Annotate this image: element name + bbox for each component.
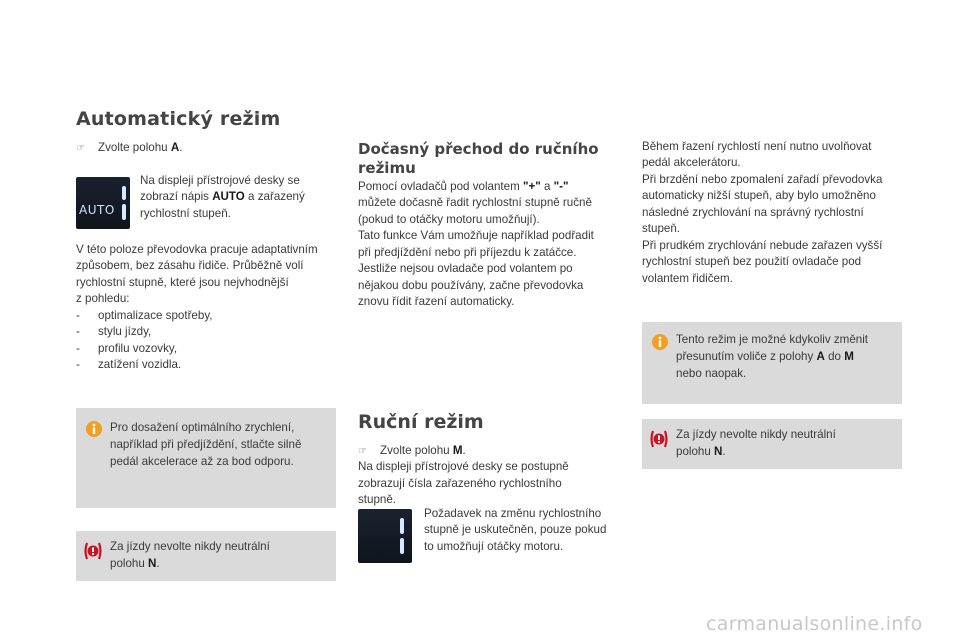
- desc-line: rychlostní stupeň.: [140, 206, 231, 220]
- info-text: do: [824, 350, 845, 364]
- warn-line: Za jízdy nevolte nikdy neutrální: [676, 428, 836, 441]
- list-item: - optimalizace spotřeby,: [76, 308, 213, 322]
- minus-key: "-": [553, 180, 569, 193]
- desc-key: AUTO: [212, 190, 245, 204]
- desc-line: Na displeji přístrojové desky se: [140, 174, 300, 187]
- auto-display-image: [76, 177, 130, 229]
- step-key: A: [170, 141, 180, 154]
- para-line: [358, 179, 626, 195]
- para-line: při předjíždění nebo při příjezdu k zatáčce.: [358, 245, 577, 259]
- para-line: znovu řídit řazení automaticky.: [358, 295, 515, 309]
- para-line: Na displeji přístrojové desky se postupně: [358, 460, 569, 474]
- para-line: pedál akcelerátoru.: [642, 156, 741, 170]
- desc-text: a zařazený: [244, 190, 305, 204]
- warn-line: Za jízdy nevolte nikdy neutrální: [110, 540, 270, 553]
- warn-text: .: [156, 557, 160, 571]
- list-text: stylu jízdy,: [98, 325, 152, 339]
- para-line: stupně.: [358, 493, 397, 507]
- warning-icon: [83, 541, 103, 561]
- auto-display-label: AUTO: [79, 203, 115, 217]
- desc-line: to umožňují otáčky motoru.: [424, 539, 564, 553]
- info-box-mode-change: [642, 322, 902, 404]
- info-key: M: [844, 350, 854, 364]
- section-title-temporary-manual: [358, 140, 618, 178]
- para-line: nějakou dobu používány, začne převodovka: [358, 278, 584, 292]
- section-title-automatic: Automatický režim: [76, 108, 281, 130]
- para-line: automaticky nižší stupeň, aby bylo umožněno: [642, 189, 876, 203]
- step-suffix: .: [179, 141, 183, 154]
- list-text: optimalizace spotřeby,: [98, 308, 213, 322]
- step-key: M: [452, 444, 463, 457]
- info-line: například při předjíždění, stlačte silně: [110, 438, 302, 452]
- step-line: [358, 443, 626, 459]
- para-line: Během řazení rychlostí není nutno uvolňovat: [642, 140, 872, 153]
- desc-line: Požadavek na změnu rychlostního: [424, 507, 602, 520]
- warn-text: polohu: [110, 557, 149, 571]
- para-line: Při prudkém zrychlování nebude zařazen vyšší: [642, 238, 883, 252]
- manual-display-image: [358, 509, 412, 563]
- para-line: způsobem, bez zásahu řidiče. Průběžně volí: [76, 259, 304, 273]
- display-bar-top: [122, 186, 126, 200]
- pointer-icon: ☞: [358, 446, 367, 457]
- desc-line: stupně je uskutečněn, pouze pokud: [424, 523, 607, 537]
- title-line: režimu: [358, 158, 416, 177]
- temporary-manual-paragraph: [358, 179, 626, 311]
- para-line: následné zrychlování na správný rychlostní: [642, 205, 864, 219]
- para-line: zobrazují čísla zařazeného rychlostního: [358, 476, 562, 490]
- info-icon: [85, 420, 103, 438]
- list-text: profilu vozovky,: [98, 341, 178, 355]
- para-line: můžete dočasně řadit rychlostní stupně ručně: [358, 196, 592, 210]
- title-line: Dočasný přechod do ručního: [358, 140, 599, 158]
- para-text: Pomocí ovladačů pod volantem: [358, 180, 523, 193]
- para-line: Tato funkce Vám umožňuje například podřadit: [358, 229, 594, 243]
- right-paragraph: [642, 139, 912, 287]
- display-bar-bottom: [400, 538, 404, 554]
- warning-box-neutral-right: [642, 419, 902, 469]
- auto-mode-paragraph: [76, 242, 346, 374]
- para-line: z pohledu:: [76, 292, 130, 306]
- list-item: - stylu jízdy,: [76, 325, 152, 339]
- info-icon: [651, 333, 669, 351]
- para-text: a: [540, 180, 554, 193]
- auto-display-description: [140, 173, 340, 222]
- warn-key: N: [148, 557, 157, 571]
- warn-text: .: [722, 445, 726, 459]
- desc-line: [140, 189, 340, 205]
- para-line: Jestliže nejsou ovladače pod volantem po: [358, 262, 573, 276]
- manual-step: [358, 443, 626, 509]
- info-line: pedál akcelerace až za bod odporu.: [110, 455, 294, 469]
- para-line: volantem řidičem.: [642, 271, 733, 285]
- info-text: přesunutím voliče z polohy: [676, 350, 817, 364]
- pointer-icon: ☞: [76, 143, 85, 154]
- step-select-a: [76, 140, 182, 156]
- info-line: [676, 348, 868, 365]
- para-line: (pokud to otáčky motoru umožňují).: [358, 212, 540, 226]
- warning-box-neutral-left: [76, 531, 336, 581]
- section-title-manual: Ruční režim: [358, 411, 484, 433]
- para-line: rychlostní stupeň bez použití ovladače pod: [642, 255, 862, 269]
- display-bar-top: [400, 518, 404, 534]
- list-item: - zatížení vozidla.: [76, 358, 182, 372]
- info-line: Pro dosažení optimálního zrychlení,: [110, 421, 295, 434]
- warn-line: [110, 555, 270, 572]
- info-key: A: [816, 350, 825, 364]
- warn-key: N: [714, 445, 723, 459]
- info-line: Tento režim je možné kdykoliv změnit: [676, 333, 869, 346]
- watermark: carmanualsonline.info: [706, 613, 923, 635]
- para-line: V této poloze převodovka pracuje adaptativním: [76, 243, 318, 256]
- para-line: Při brzdění nebo zpomalení zařadí převodovka: [642, 172, 883, 186]
- step-text: Zvolte polohu: [98, 141, 171, 154]
- step-suffix: .: [462, 444, 466, 457]
- list-item: - profilu vozovky,: [76, 341, 178, 355]
- info-line: nebo naopak.: [676, 367, 747, 381]
- desc-text: zobrazí nápis: [140, 190, 213, 204]
- para-line: stupeň.: [642, 222, 681, 236]
- warn-text: polohu: [676, 445, 715, 459]
- display-bar-bottom: [122, 204, 126, 220]
- manual-display-description: [424, 506, 624, 555]
- list-text: zatížení vozidla.: [98, 358, 182, 372]
- para-line: rychlostní stupně, které jsou nejvhodnější: [76, 275, 289, 289]
- warn-line: [676, 443, 836, 460]
- step-text: Zvolte polohu: [380, 444, 453, 457]
- warning-icon: [649, 429, 669, 449]
- plus-key: "+": [523, 180, 541, 193]
- info-box-acceleration: [76, 408, 336, 508]
